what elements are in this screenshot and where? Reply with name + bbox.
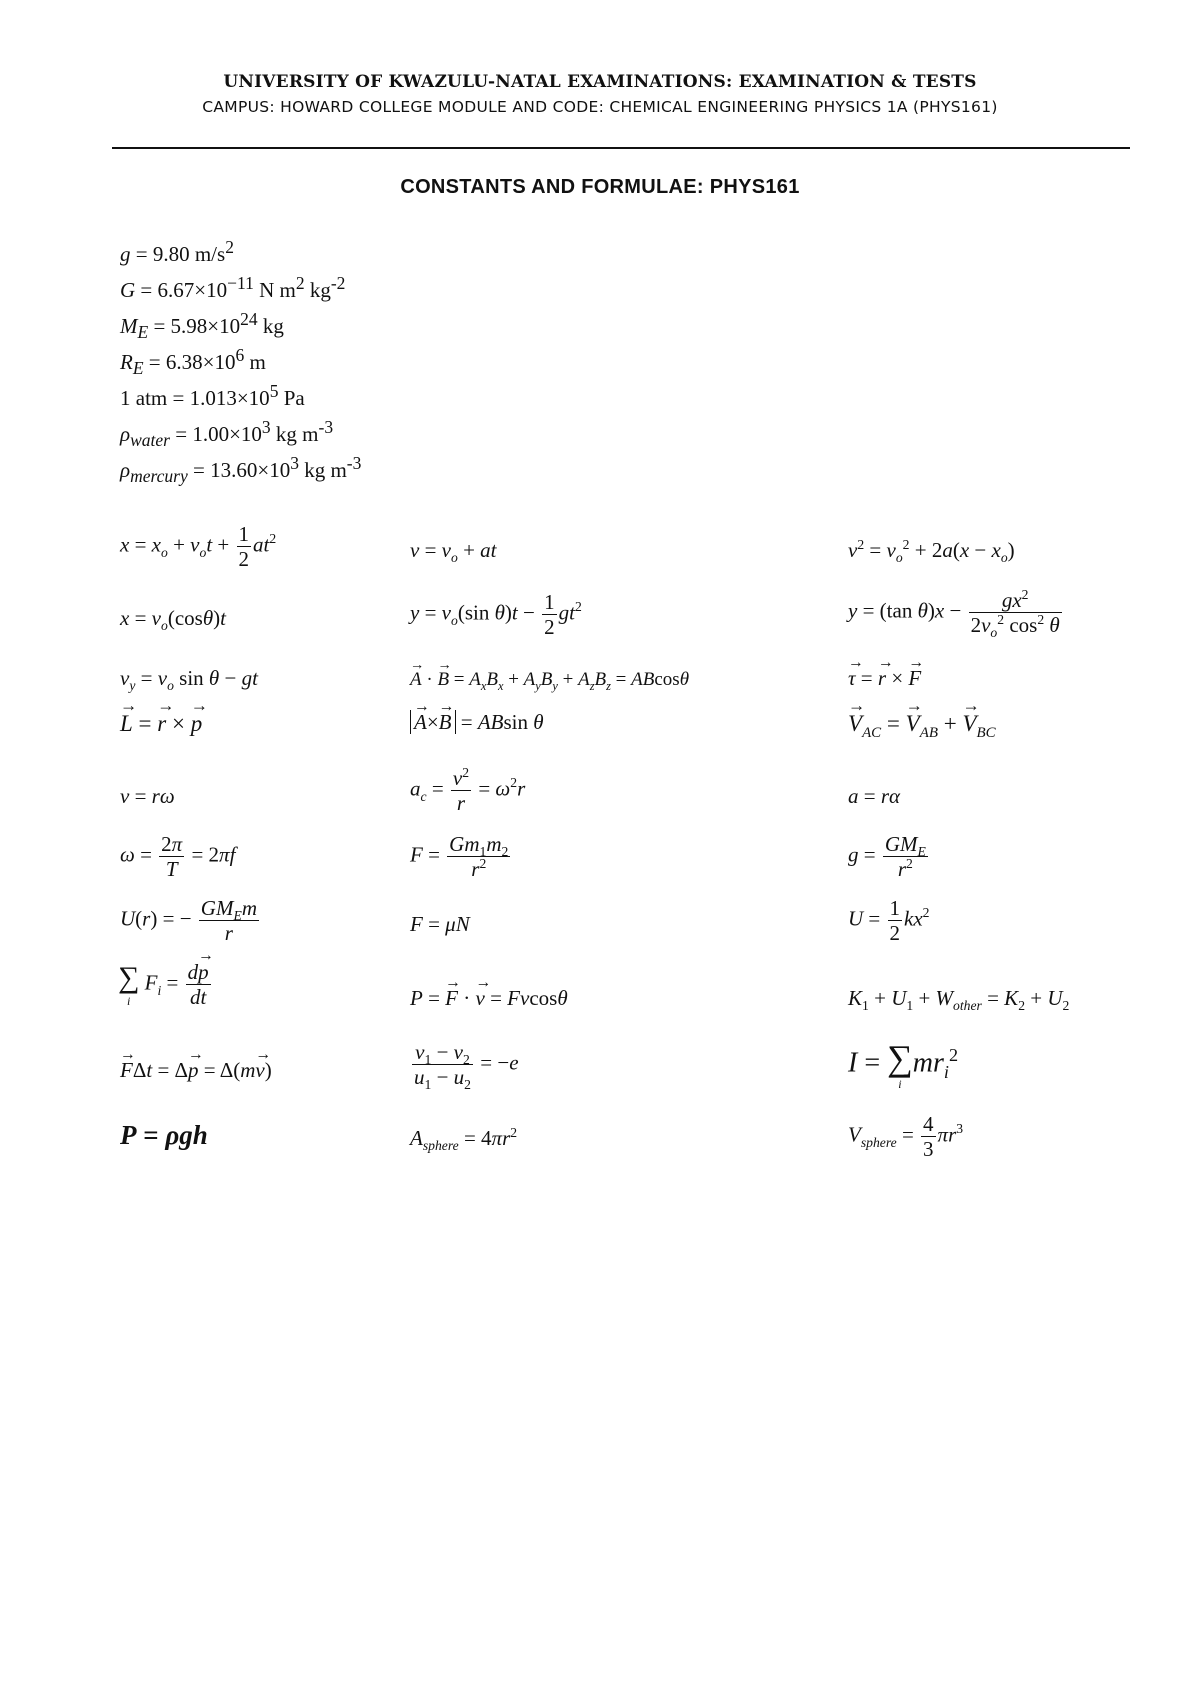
header-module: CAMPUS: HOWARD COLLEGE MODULE AND CODE: CHEMICAL ENGINEERING PHYSICS 1A (PHYS161)	[202, 98, 998, 116]
formula-trajectory: y = (tan θ)x − $\frac{gx^2}{2v_o^2 \cos^2 \theta}$	[848, 587, 1060, 641]
formula-dot-product: → A · → $B = A_xB_x + A_yB_y + A_zB_z = ABcos\theta$	[410, 670, 689, 689]
constant-rho-water: $\rho_{water} = 1.00\times 10^3$ kg $m^{-3}$	[120, 417, 334, 451]
formula-tangential-acc: a = rα	[848, 784, 901, 808]
formula-potential-energy: U(r) = − $\frac{GM_Em}{r}$	[120, 896, 257, 946]
constant-G: $G = 6.67\times 10^{-11}$ N $m^2$ $kg^{-2}$	[120, 273, 346, 302]
formula-position-kinematic: $x = x_o + v_ot$ + $\frac{1}{2}$ $at^2$	[120, 522, 277, 572]
formula-vy: $v_y = v_o$ sin θ − gt	[120, 666, 258, 694]
formula-velocity-kinematic: $v = v_o$ + at	[410, 538, 497, 566]
formula-centripetal: $a_c$ = $\frac{v^2}{r}$ = $\omega^2r$	[410, 765, 526, 816]
constant-earth-mass: $M_E = 5.98\times 10^{24}$ kg	[120, 309, 284, 343]
formula-newton-second: ∑ i $F_i$ = $\frac{d\to p}{dt}$	[118, 960, 213, 1009]
formula-friction: F = μN	[410, 912, 470, 936]
page-title: CONSTANTS AND FORMULAE: PHYS161	[400, 176, 800, 198]
formula-surface-gravity: g = $\frac{GM_E}{r^2}$	[848, 832, 926, 882]
formula-projectile-y: $y = v_o(\sin$ θ)t − $\frac{1}{2}$ $gt^2$	[410, 590, 582, 640]
formula-torque: → τ = → r × → F	[848, 668, 921, 689]
formula-energy-conservation: $K_1 + U_1 + W_{other} = K_2 + U_2$	[848, 986, 1070, 1014]
formula-gravitation: F = $\frac{Gm_1m_2}{r^2}$	[410, 832, 509, 882]
formula-relative-velocity: → $V_{AC}$ = → $V_{AB}$ + → $V_{BC}$	[848, 712, 996, 735]
formula-v-r-omega: v = rω	[120, 784, 175, 808]
formula-sphere-volume: $V_{sphere}$ = $\frac{4}{3}$ $\pi r^3$	[848, 1112, 964, 1162]
formula-projectile-x: $x = v_o(\cos\theta)t$	[120, 606, 226, 634]
formula-sphere-area: $A_{sphere} = 4\pi r^2$	[410, 1125, 518, 1154]
formula-hydrostatic-pressure: P = ρgh	[120, 1120, 208, 1150]
constant-rho-mercury: $\rho_{mercury} = 13.60\times 10^3$ kg $m^{-3}$	[120, 453, 362, 487]
header-university: UNIVERSITY OF KWAZULU-NATAL EXAMINATIONS: EXAMINATION & TESTS	[223, 72, 977, 92]
formula-angular-momentum: → L = → r × → p	[120, 712, 202, 735]
constant-g: g = 9.80 $m/s^2$	[120, 237, 234, 266]
formula-angular-frequency: ω = $\frac{2\pi}{T}$ = 2πf	[120, 832, 236, 882]
formula-spring-energy: U = $\frac{1}{2}$ $kx^2$	[848, 896, 930, 946]
constant-earth-radius: $R_E = 6.38\times 10^6$ m	[120, 345, 266, 379]
formula-impulse: → FΔt = Δ→ p = Δ(m→ v)	[120, 1060, 272, 1081]
header-divider	[112, 147, 1130, 149]
constant-atm: 1 atm = $1.013\times 10^5$ Pa	[120, 381, 305, 410]
formula-cross-product: → A×→ B = ABsin θ	[410, 712, 544, 733]
formula-velocity-squared: $v^2 = v_o^2 + 2a(x - x_o)$	[848, 537, 1015, 566]
formula-power: P = → F · → v = Fvcosθ	[410, 988, 568, 1009]
formula-moment-of-inertia: I = ∑ i $mr_i^2$	[848, 1038, 959, 1091]
formula-restitution: $\frac{v_1 - v_2}{u_1 - u_2}$ = −e	[414, 1040, 519, 1093]
